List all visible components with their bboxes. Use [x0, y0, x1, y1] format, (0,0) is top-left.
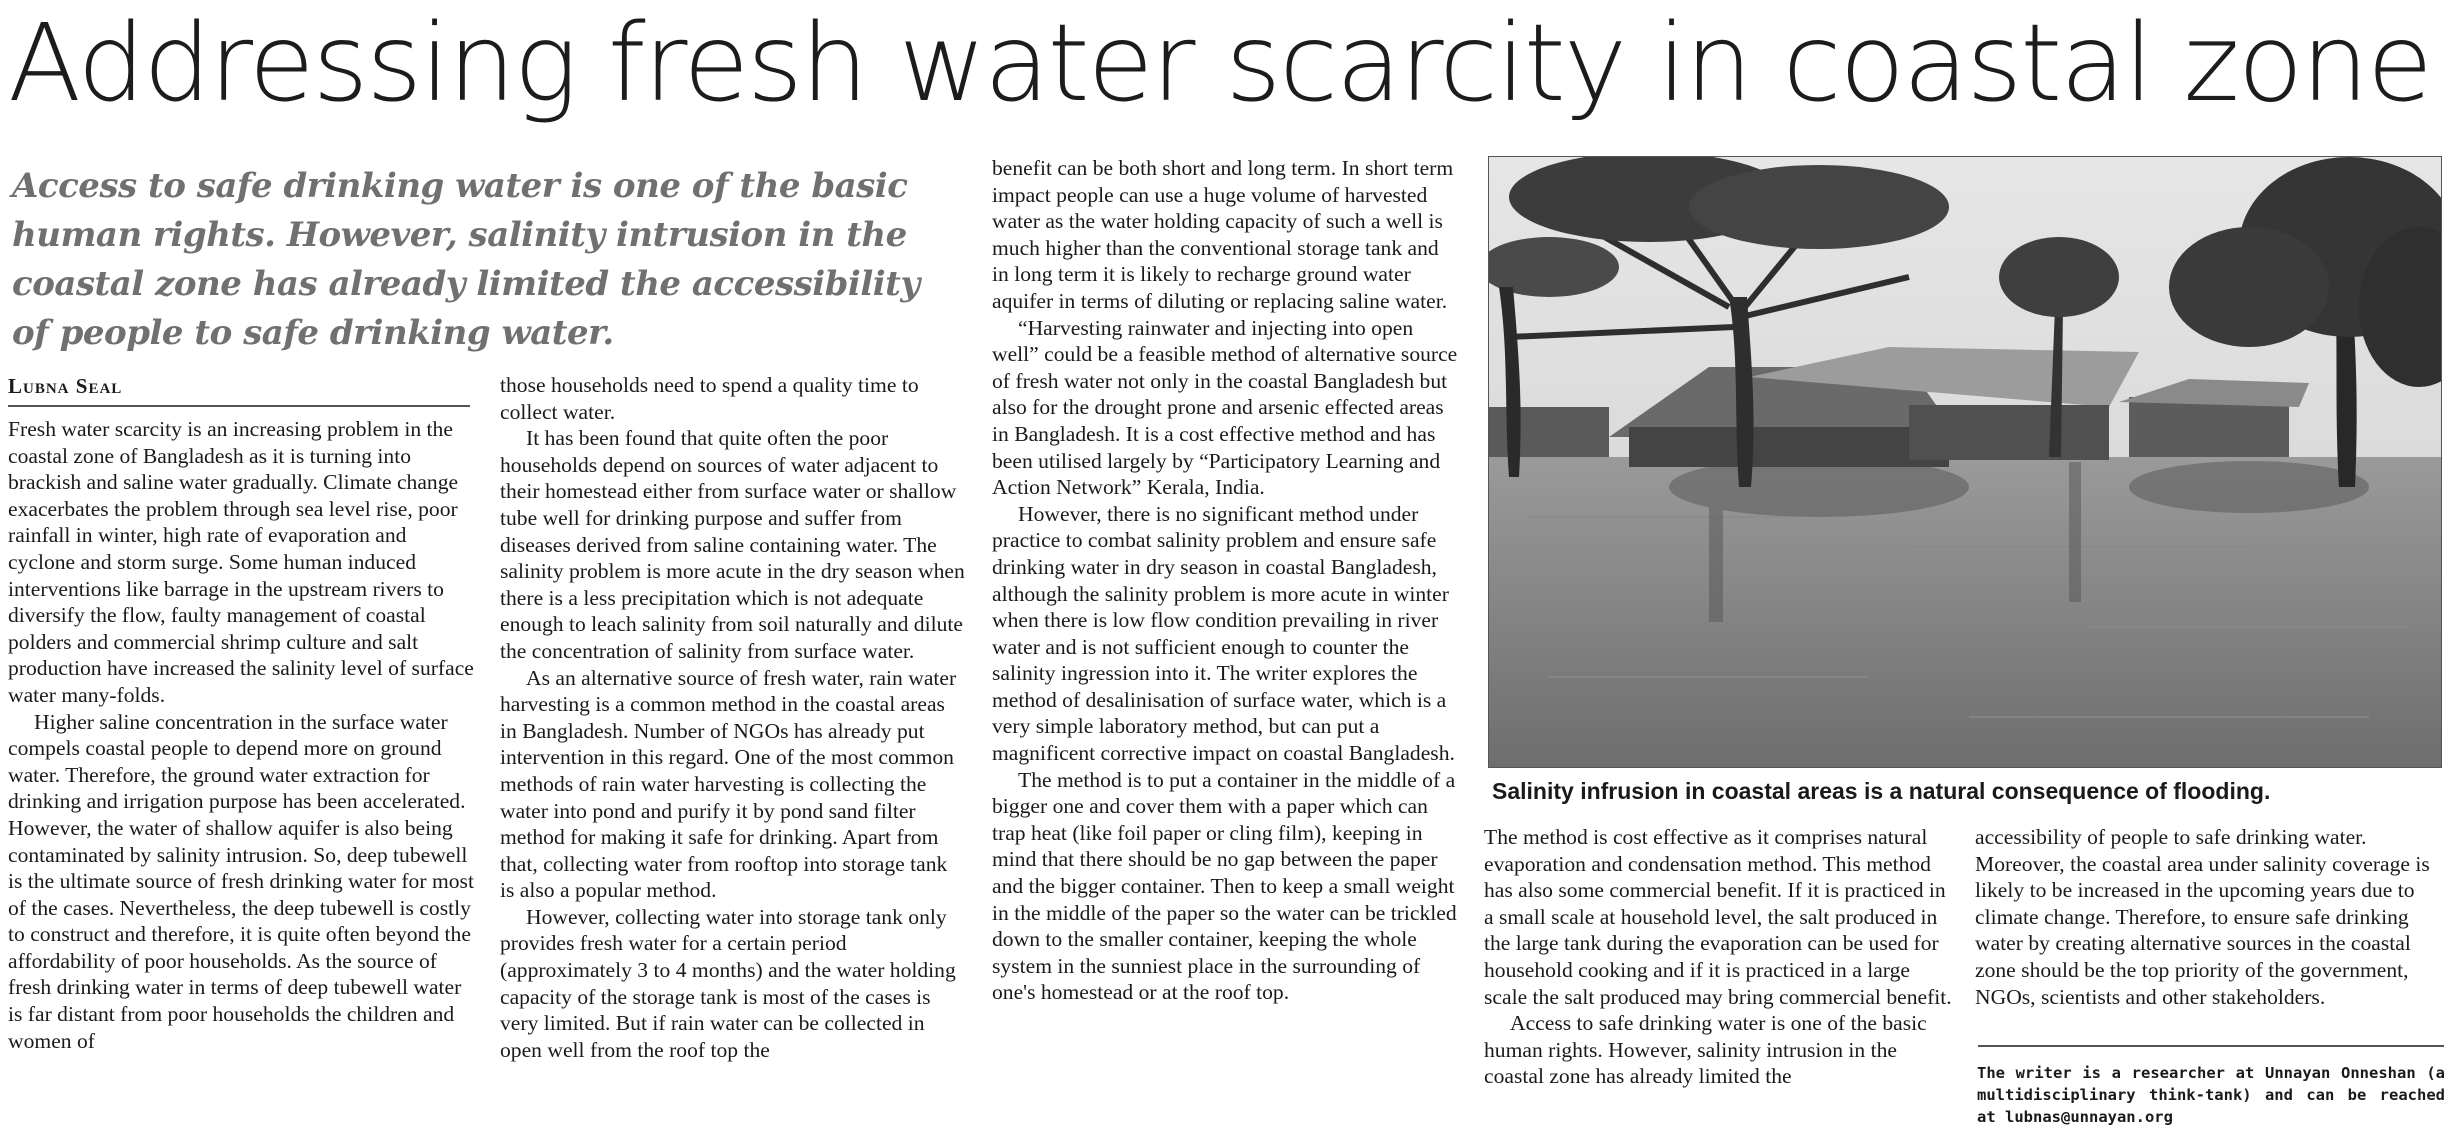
article-column-2 — [500, 372, 966, 1063]
article-column-3 — [992, 155, 1458, 1006]
paragraph: However, collecting water into storage tank only provides fresh water for a certain period (approximately 3 to 4 months) and the water holding capacity of the storage tank is most of the cases is very limited. But if rain water can be collected in open well from the roof top the — [500, 904, 956, 1062]
footnote-divider — [1978, 1045, 2444, 1047]
paragraph: Access to safe drinking water is one of the basic human rights. However, salinity intrusion in the coastal zone has already limited the — [1484, 1011, 1927, 1089]
flood-photo — [1488, 156, 2442, 768]
paragraph: The method is cost effective as it comprises natural evaporation and condensation method. This method has also some commercial benefit. If it is practiced in a small scale at household level, the salt produced in the large tank during the evaporation can be used for household cooking and if it is practiced in a large scale the salt produced may bring commercial benefit. — [1484, 825, 1952, 1009]
paragraph: However, there is no significant method under practice to combat salinity problem and ensure safe drinking water in dry season in coastal Bangladesh, although the salinity problem is more acute in winter when there is low flow condition prevailing in river water and is not sufficient enough to counter the salinity ingression into it. The writer explores the method of desalinisation of surface water, which is a very simple laboratory method, but can put a magnificent corrective impact on coastal Bangladesh. — [992, 501, 1455, 766]
paragraph: benefit can be both short and long term. In short term impact people can use a huge volume of harvested water as the water holding capacity of such a well is much higher than the conventional storage tank and in long term it is likely to recharge ground water aquifer in terms of diluting or replacing saline water. — [992, 156, 1454, 313]
intro-deck: Access to safe drinking water is one of the basic human rights. However, salinity intrusion in the coastal zone has already limited the accessibility of people to safe drinking water. — [12, 166, 920, 353]
byline: Lubna Seal — [8, 374, 470, 407]
paragraph: As an alternative source of fresh water, rain water harvesting is a common method in the coastal areas in Bangladesh. Number of NGOs has already put intervention in this regard. One of the most common methods of rain water harvesting is collecting the water into pond and purify it by pond sand filter method for making it safe for drinking. Apart from that, collecting water from rooftop into storage tank is also a popular method. — [500, 665, 957, 903]
author-footnote: The writer is a researcher at Unnayan Onneshan (a multidisciplinary think-tank) and can be reached at lubnas@unnayan.org — [1977, 1064, 2445, 1126]
headline: Addressing fresh water scarcity in coastal zone — [8, 2, 2431, 126]
paragraph: Higher saline concentration in the surface water compels coastal people to depend more on ground water. Therefore, the ground water extraction for drinking and irrigation purpose has been accelerated. However, the water of shallow aquifer is also being contaminated by salinity intrusion. So, deep tubewell is the ultimate source of fresh drinking water for most of the cases. Nevertheless, the deep tubewell is costly to construct and therefore, it is quite often beyond the affordability of poor households. As the source of fresh drinking water in terms of deep tubewell water is far distant from poor households the children and women of — [8, 709, 474, 1053]
paragraph: Fresh water scarcity is an increasing problem in the coastal zone of Bangladesh as it is turning into brackish and saline water gradually. Climate change exacerbates the problem through sea level rise, poor rainfall in winter, high rate of evaporation and cyclone and storm surge. Some human induced interventions like barrage in the upstream rivers to diversify the flow, faulty management of coastal polders and commercial shrimp culture and salt production have increased the salinity level of surface water many-folds. — [8, 417, 474, 707]
paragraph: “Harvesting rainwater and injecting into open well” could be a feasible method of alternative source of fresh water not only in the coastal Bangladesh but also for the drought prone and arsenic effected areas in Bangladesh. It is a cost effective method and has been utilised largely by “Participatory Learning and Action Network” Kerala, India. — [992, 315, 1458, 500]
article-column-4 — [1484, 824, 1954, 1090]
paragraph: those households need to spend a quality time to collect water. — [500, 373, 919, 424]
paragraph: It has been found that quite often the poor households depend on sources of water adjacent to their homestead either from surface water or shallow tube well for drinking purpose and suffer from diseases derived from saline containing water. The salinity problem is more acute in the dry season when there is a less precipitation which is not adequate enough to leach salinity from soil naturally and dilute the concentration of salinity from surface water. — [500, 426, 965, 663]
article-column-1 — [8, 416, 474, 1054]
photo-caption: Salinity infrusion in coastal areas is a natural consequence of flooding. — [1492, 778, 2271, 804]
article-column-5 — [1975, 824, 2445, 1010]
paragraph: accessibility of people to safe drinking water. Moreover, the coastal area under salinity coverage is likely to be increased in the upcoming years due to climate change. Therefore, to ensure safe drinking water by creating alternative sources in the coastal zone should be the top priority of the government, NGOs, scientists and other stakeholders. — [1975, 825, 2430, 1009]
paragraph: The method is to put a container in the middle of a bigger one and cover them with a paper which can trap heat (like foil paper or cling film), keeping in mind that there should be no gap between the paper and the bigger container. Then to keep a small weight in the middle of the paper so the water can be trickled down to the smaller container, keeping the whole system in the sunniest place in the surrounding of one's homestead or at the roof top. — [992, 767, 1457, 1005]
